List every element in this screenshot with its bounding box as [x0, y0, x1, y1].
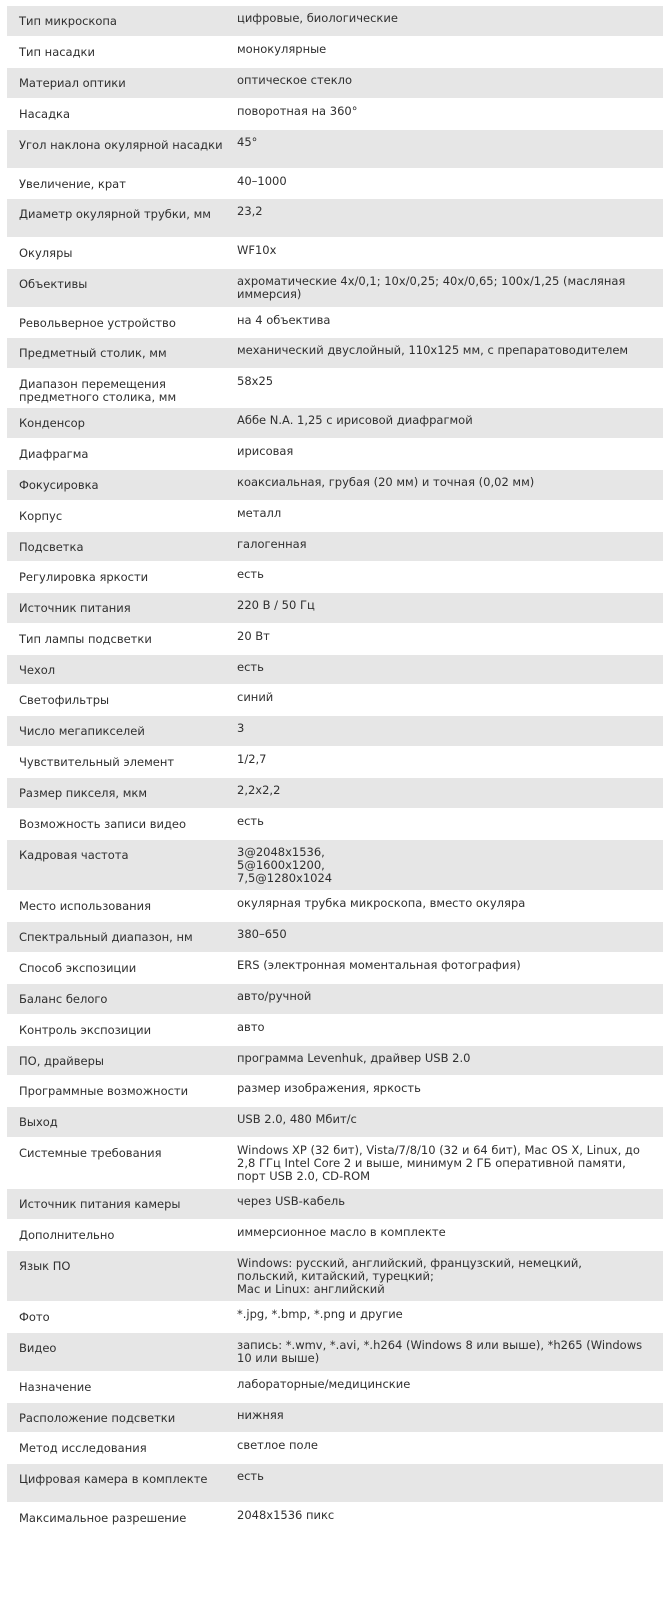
spec-value: ахроматические 4x/0,1; 10x/0,25; 40x/0,65; 100x/1,25 (масляная иммерсия): [233, 269, 663, 308]
spec-row: [7, 624, 663, 655]
spec-label: Системные требования: [7, 1138, 233, 1189]
spec-value: 2048x1536 пикс: [233, 1503, 663, 1534]
spec-label: Тип микроскопа: [7, 6, 233, 37]
spec-label: Подсветка: [7, 532, 233, 562]
spec-label: Максимальное разрешение: [7, 1503, 233, 1534]
spec-label: Чехол: [7, 655, 233, 685]
spec-label: Диапазон перемещения предметного столика, мм: [7, 369, 233, 408]
spec-value: 3@2048x1536, 5@1600x1200, 7,5@1280x1024: [233, 840, 663, 891]
spec-label: Источник питания камеры: [7, 1189, 233, 1220]
spec-row: [7, 169, 663, 199]
spec-label: Тип лампы подсветки: [7, 624, 233, 655]
spec-row: [7, 747, 663, 778]
spec-value: иммерсионное масло в комплекте: [233, 1220, 663, 1251]
spec-row: [7, 1138, 663, 1189]
spec-label: Возможность записи видео: [7, 809, 233, 840]
spec-label: Расположение подсветки: [7, 1403, 233, 1433]
spec-row: [7, 338, 663, 369]
spec-row: [7, 809, 663, 840]
spec-row: [7, 1251, 663, 1302]
spec-row: [7, 269, 663, 308]
spec-row: [7, 408, 663, 439]
spec-row: [7, 778, 663, 809]
spec-value: 2,2x2,2: [233, 778, 663, 809]
spec-value: оптическое стекло: [233, 68, 663, 99]
spec-label: Программные возможности: [7, 1076, 233, 1107]
spec-label: Угол наклона окулярной насадки: [7, 130, 233, 169]
spec-label: Число мегапикселей: [7, 716, 233, 747]
spec-row: [7, 984, 663, 1015]
spec-label: Назначение: [7, 1372, 233, 1403]
spec-value: 3: [233, 716, 663, 747]
spec-value: нижняя: [233, 1403, 663, 1433]
spec-row: [7, 593, 663, 624]
spec-row: [7, 685, 663, 716]
spec-label: Спектральный диапазон, нм: [7, 922, 233, 953]
spec-label: Насадка: [7, 99, 233, 130]
spec-label: Способ экспозиции: [7, 953, 233, 984]
spec-label: Цифровая камера в комплекте: [7, 1464, 233, 1503]
spec-row: [7, 199, 663, 238]
spec-value: Аббе N.A. 1,25 с ирисовой диафрагмой: [233, 408, 663, 439]
spec-row: [7, 891, 663, 922]
spec-label: Кадровая частота: [7, 840, 233, 891]
spec-row: [7, 369, 663, 408]
spec-row: [7, 130, 663, 169]
spec-row: [7, 1015, 663, 1046]
spec-row: [7, 1464, 663, 1503]
spec-row: [7, 37, 663, 68]
spec-value: 23,2: [233, 199, 663, 238]
spec-row: [7, 655, 663, 685]
spec-label: Баланс белого: [7, 984, 233, 1015]
spec-value: Windows XP (32 бит), Vista/7/8/10 (32 и 64 бит), Mac OS X, Linux, до 2,8 ГГц Intel Core 2 и выше, минимум 2 ГБ оперативной памяти, порт USB 2.0, CD-ROM: [233, 1138, 663, 1189]
spec-value: авто/ручной: [233, 984, 663, 1015]
spec-label: Язык ПО: [7, 1251, 233, 1302]
spec-value: Windows: русский, английский, французский, немецкий, польский, китайский, турецкий; Mac и Linux: английский: [233, 1251, 663, 1302]
spec-row: [7, 1189, 663, 1220]
spec-row: [7, 1302, 663, 1333]
spec-row: [7, 1503, 663, 1534]
spec-value: есть: [233, 1464, 663, 1503]
spec-row: [7, 562, 663, 593]
spec-value: USB 2.0, 480 Мбит/с: [233, 1107, 663, 1138]
spec-row: [7, 840, 663, 891]
spec-value: галогенная: [233, 532, 663, 562]
spec-value: поворотная на 360°: [233, 99, 663, 130]
spec-label: Фокусировка: [7, 470, 233, 501]
spec-label: Контроль экспозиции: [7, 1015, 233, 1046]
spec-row: [7, 1107, 663, 1138]
spec-row: [7, 501, 663, 532]
spec-value: цифровые, биологические: [233, 6, 663, 37]
spec-value: металл: [233, 501, 663, 532]
spec-value: авто: [233, 1015, 663, 1046]
spec-row: [7, 1076, 663, 1107]
spec-row: [7, 238, 663, 269]
spec-label: Видео: [7, 1333, 233, 1372]
spec-value: 45°: [233, 130, 663, 169]
spec-row: [7, 1220, 663, 1251]
spec-label: Тип насадки: [7, 37, 233, 68]
spec-value: есть: [233, 655, 663, 685]
spec-row: [7, 1433, 663, 1464]
spec-label: Светофильтры: [7, 685, 233, 716]
spec-label: Размер пикселя, мкм: [7, 778, 233, 809]
spec-value: коаксиальная, грубая (20 мм) и точная (0,02 мм): [233, 470, 663, 501]
spec-row: [7, 716, 663, 747]
spec-value: монокулярные: [233, 37, 663, 68]
spec-value: программа Levenhuk, драйвер USB 2.0: [233, 1046, 663, 1076]
spec-label: Метод исследования: [7, 1433, 233, 1464]
spec-row: [7, 922, 663, 953]
spec-label: Источник питания: [7, 593, 233, 624]
spec-label: Чувствительный элемент: [7, 747, 233, 778]
spec-value: запись: *.wmv, *.avi, *.h264 (Windows 8 или выше), *h265 (Windows 10 или выше): [233, 1333, 663, 1372]
spec-row: [7, 1403, 663, 1433]
spec-value: ERS (электронная моментальная фотография): [233, 953, 663, 984]
spec-label: Фото: [7, 1302, 233, 1333]
spec-value: 20 Вт: [233, 624, 663, 655]
spec-row: [7, 953, 663, 984]
spec-row: [7, 6, 663, 37]
spec-row: [7, 1333, 663, 1372]
spec-label: Дополнительно: [7, 1220, 233, 1251]
spec-row: [7, 1372, 663, 1403]
spec-label: Корпус: [7, 501, 233, 532]
specifications-body: [7, 6, 663, 1534]
spec-value: 380–650: [233, 922, 663, 953]
spec-value: 40–1000: [233, 169, 663, 199]
spec-label: Увеличение, крат: [7, 169, 233, 199]
spec-value: WF10x: [233, 238, 663, 269]
spec-label: Место использования: [7, 891, 233, 922]
specifications-table: [7, 5, 663, 1534]
spec-value: *.jpg, *.bmp, *.png и другие: [233, 1302, 663, 1333]
spec-row: [7, 1046, 663, 1076]
spec-label: Конденсор: [7, 408, 233, 439]
spec-value: через USB-кабель: [233, 1189, 663, 1220]
spec-value: 1/2,7: [233, 747, 663, 778]
spec-label: Окуляры: [7, 238, 233, 269]
spec-value: механический двуслойный, 110х125 мм, с препаратоводителем: [233, 338, 663, 369]
spec-value: 58x25: [233, 369, 663, 408]
spec-value: лабораторные/медицинские: [233, 1372, 663, 1403]
spec-row: [7, 308, 663, 338]
spec-value: синий: [233, 685, 663, 716]
spec-value: ирисовая: [233, 439, 663, 470]
spec-label: Диаметр окулярной трубки, мм: [7, 199, 233, 238]
spec-label: Выход: [7, 1107, 233, 1138]
spec-value: светлое поле: [233, 1433, 663, 1464]
spec-label: Материал оптики: [7, 68, 233, 99]
spec-label: ПО, драйверы: [7, 1046, 233, 1076]
spec-row: [7, 470, 663, 501]
spec-value: окулярная трубка микроскопа, вместо окуляра: [233, 891, 663, 922]
spec-value: есть: [233, 562, 663, 593]
spec-label: Предметный столик, мм: [7, 338, 233, 369]
spec-value: на 4 объектива: [233, 308, 663, 338]
spec-label: Револьверное устройство: [7, 308, 233, 338]
spec-row: [7, 68, 663, 99]
spec-row: [7, 99, 663, 130]
spec-value: размер изображения, яркость: [233, 1076, 663, 1107]
spec-label: Объективы: [7, 269, 233, 308]
spec-row: [7, 439, 663, 470]
spec-value: 220 В / 50 Гц: [233, 593, 663, 624]
spec-value: есть: [233, 809, 663, 840]
spec-row: [7, 532, 663, 562]
spec-label: Диафрагма: [7, 439, 233, 470]
spec-label: Регулировка яркости: [7, 562, 233, 593]
